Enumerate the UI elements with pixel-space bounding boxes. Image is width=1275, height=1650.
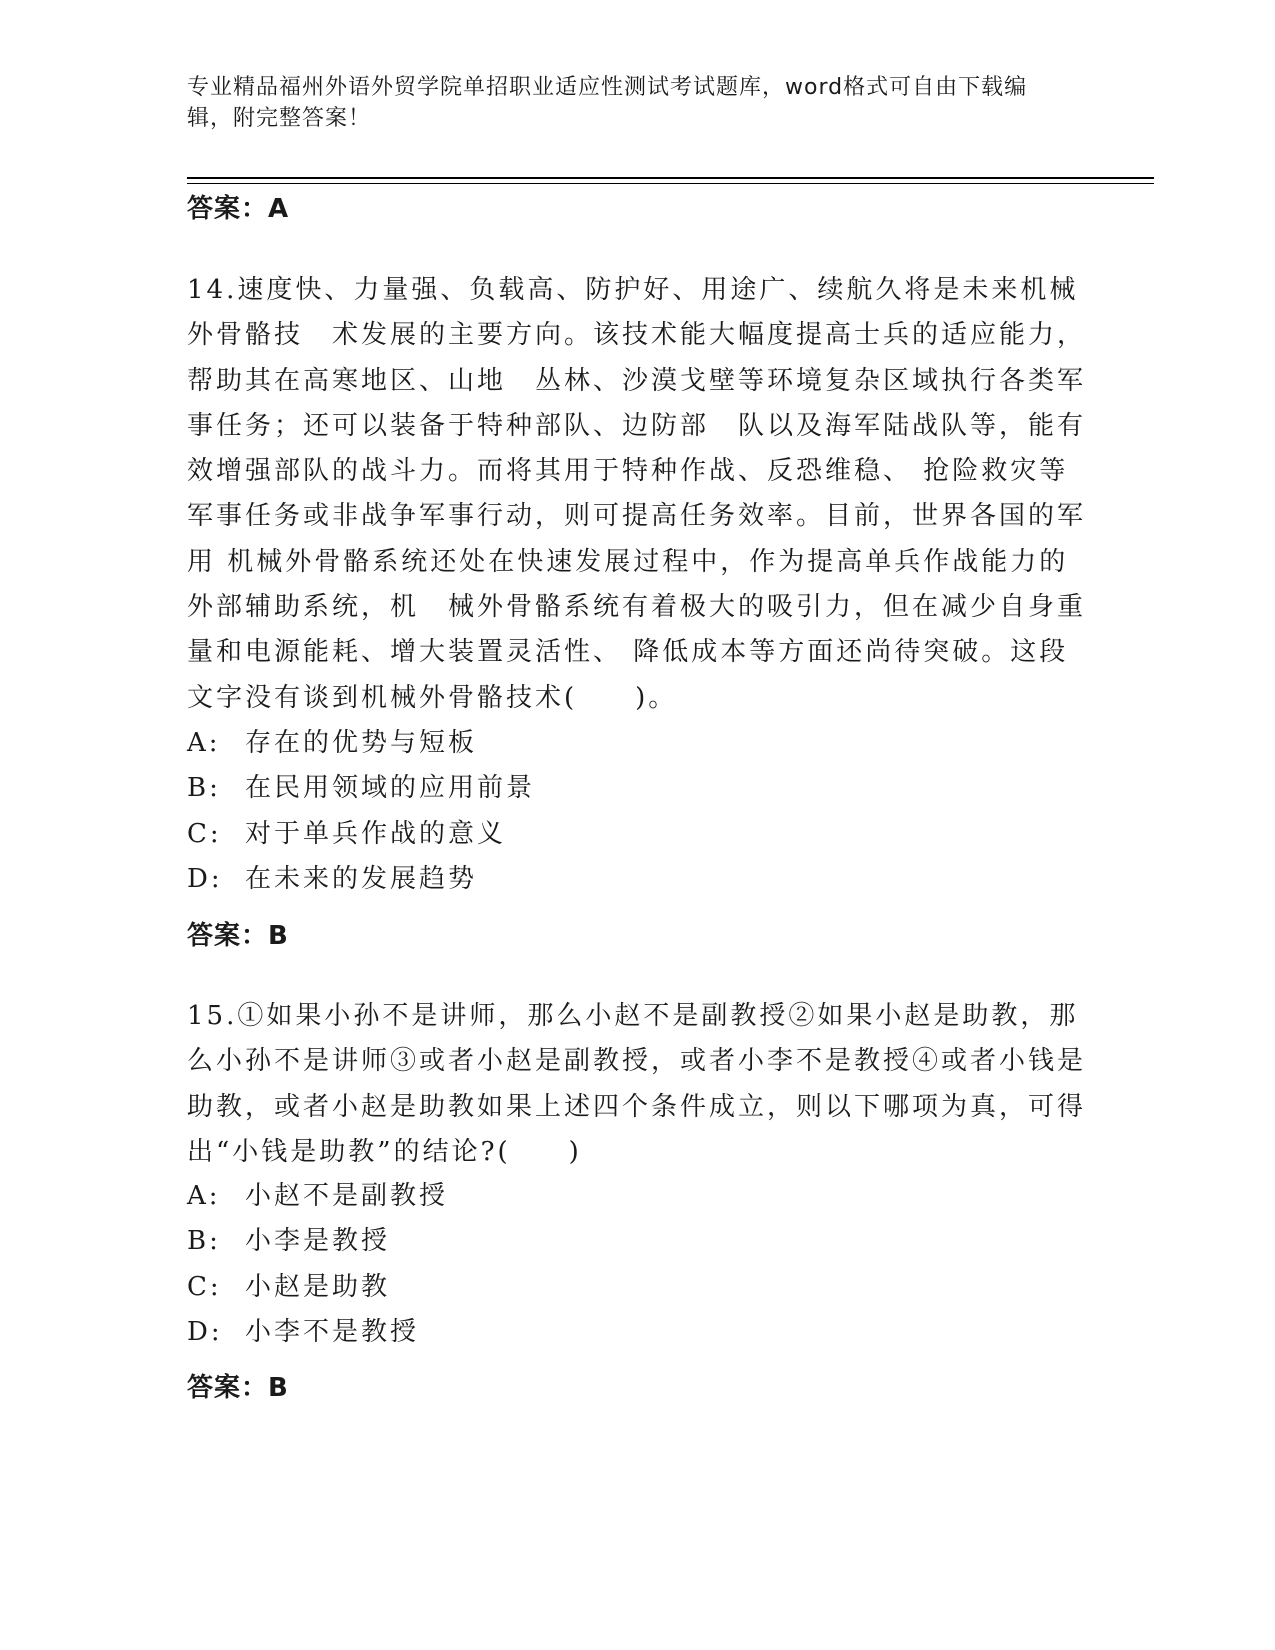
option-text: 在未来的发展趋势 bbox=[245, 863, 478, 894]
option-d bbox=[187, 1310, 448, 1355]
header-divider-thin bbox=[187, 183, 1154, 184]
option-b bbox=[187, 766, 535, 811]
option-key: B: bbox=[187, 773, 221, 804]
option-text: 存在的优势与短板 bbox=[245, 728, 478, 758]
option-d bbox=[187, 857, 535, 902]
option-key: D: bbox=[187, 863, 223, 894]
option-text: 在民用领域的应用前景 bbox=[245, 773, 536, 804]
header-divider-thick bbox=[187, 177, 1154, 179]
option-key: A: bbox=[187, 1181, 221, 1211]
option-key: C: bbox=[187, 1271, 222, 1302]
answer-13: 答案：A bbox=[187, 194, 290, 224]
option-a bbox=[187, 721, 535, 766]
option-text: 小李是教授 bbox=[245, 1226, 391, 1257]
option-c bbox=[187, 1265, 448, 1310]
question-14-stem: 14.速度快、力量强、负载高、防护好、用途广、续航久将是未来机械外骨骼技 术发展的主要方向。该技术能大幅度提高士兵的适应能力，帮助其在高寒地区、山地 丛林、沙漠戈壁等环境复杂区域执行各类军事任务；还可以装备于特种部队、边防部 队以及海军陆战队等，能有效增强部队的战斗力。而将其用于特种作战、反恐维稳、 抢险救灾等军事任务或非战争军事行动，则可提高任务效率。目前，世界各国的军用 机械外骨骼系统还处在快速发展过程中，作为提高单兵作战能力的外部辅助系统，机 械外骨骼系统有着极大的吸引力，但在减少自身重量和电源能耗、增大装置灵活性、 降低成本等方面还尚待突破。这段文字没有谈到机械外骨骼技术( )。 bbox=[187, 275, 1087, 713]
document-header: 专业精品福州外语外贸学院单招职业适应性测试考试题库，word格式可自由下载编辑，附完整答案！ bbox=[187, 75, 1028, 131]
option-key: D: bbox=[187, 1316, 223, 1347]
question-14-options bbox=[187, 721, 535, 902]
option-text: 小李不是教授 bbox=[245, 1316, 420, 1347]
question-15-options bbox=[187, 1174, 448, 1355]
option-text: 小赵是助教 bbox=[245, 1271, 391, 1302]
option-c bbox=[187, 812, 535, 857]
option-key: C: bbox=[187, 818, 222, 849]
option-a bbox=[187, 1174, 448, 1219]
option-key: A: bbox=[187, 728, 221, 758]
option-text: 小赵不是副教授 bbox=[245, 1181, 449, 1211]
question-15-stem: 15.①如果小孙不是讲师，那么小赵不是副教授②如果小赵是助教，那么小孙不是讲师③或者小赵是副教授，或者小李不是教授④或者小钱是助教，或者小赵是助教如果上述四个条件成立，则以下哪项为真，可得出“小钱是助教”的结论?( ) bbox=[187, 1001, 1087, 1167]
answer-14: 答案：B bbox=[187, 921, 289, 951]
option-key: B: bbox=[187, 1226, 221, 1257]
option-text: 对于单兵作战的意义 bbox=[245, 818, 507, 849]
option-b bbox=[187, 1219, 448, 1264]
answer-15: 答案：B bbox=[187, 1373, 289, 1403]
